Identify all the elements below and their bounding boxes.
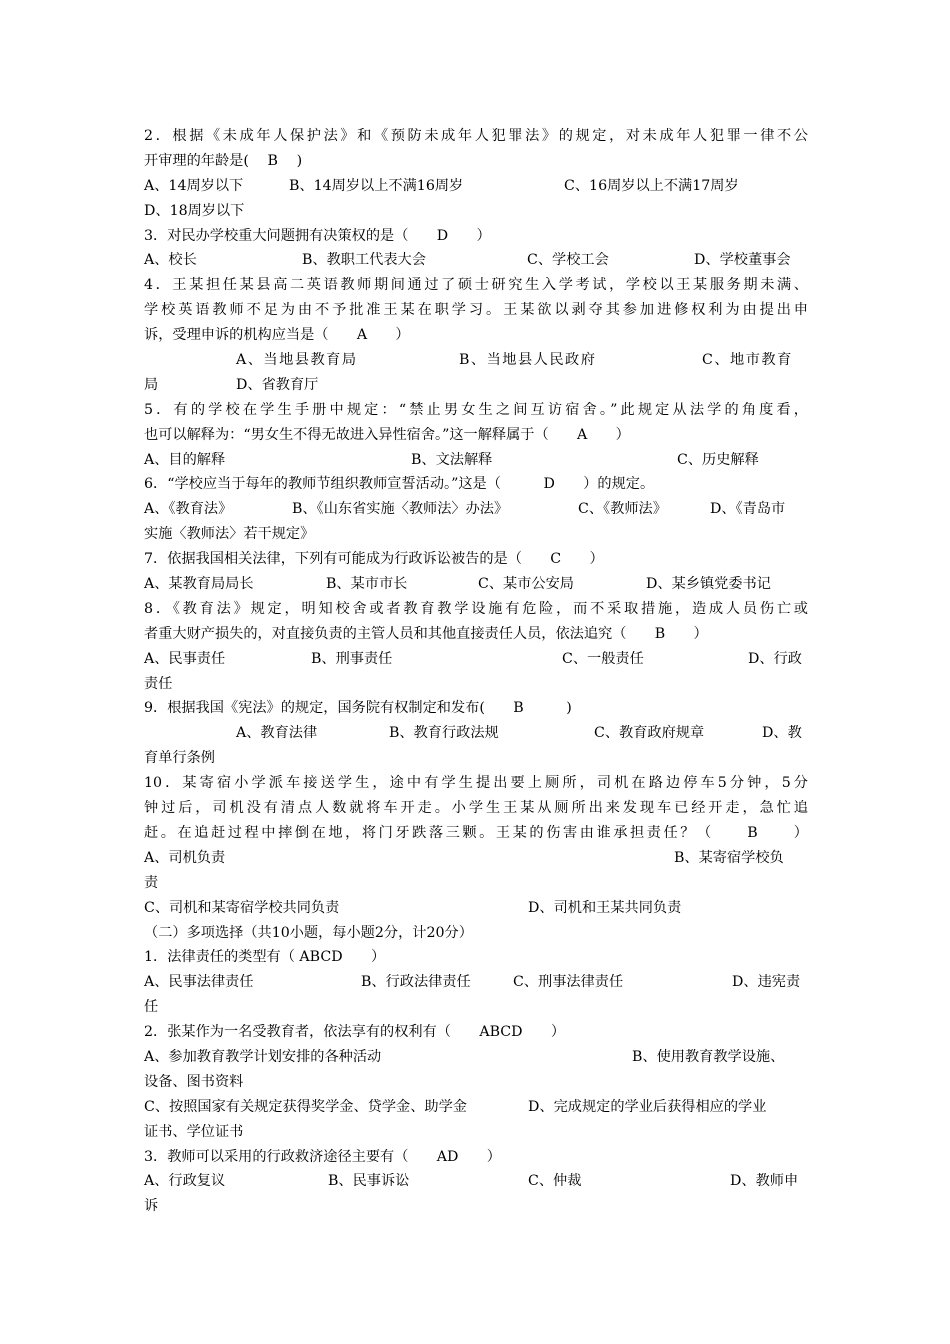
m2-option-b-cont: 设备、图书资料 <box>144 1073 244 1090</box>
q7-option-c: C、某市公安局 <box>478 576 574 593</box>
m2-options-row2 <box>144 1070 808 1095</box>
q9-option-c: C、教育政府规章 <box>594 725 705 742</box>
section-multiple-choice-heading: （二）多项选择（共10小题，每小题2分，计20分） <box>144 924 473 941</box>
q4-stem-line1: 4．王某担任某县高二英语教师期间通过了硕士研究生入学考试，学校以王某服务期未满、 <box>144 277 808 294</box>
q5-stem-line1: 5．有的学校在学生手册中规定：“禁止男女生之间互访宿舍。”此规定从法学的角度看， <box>144 401 808 418</box>
q8-option-c: C、一般责任 <box>562 650 644 667</box>
q10-option-b-cont: 责 <box>144 874 159 891</box>
q10-options-row <box>144 846 808 871</box>
q6-option-d-cont: 实施〈教师法〉若干规定》 <box>144 526 315 543</box>
q2-stem-line1: 2．根据《未成年人保护法》和《预防未成年人犯罪法》的规定，对未成年人犯罪一律不公 <box>144 128 808 144</box>
m1-options-row2 <box>144 995 808 1020</box>
q8-option-b: B、刑事责任 <box>311 650 393 667</box>
q8-stem-line1: 8．《教育法》规定，明知校舍或者教育教学设施有危险，而不采取措施，造成人员伤亡或 <box>144 600 808 617</box>
q4-option-d: D、省教育厅 <box>236 376 319 393</box>
q5-options-row <box>144 448 808 473</box>
q8-option-a: A、民事责任 <box>144 650 226 667</box>
q6-options-row2 <box>144 522 808 547</box>
m1-option-d: D、违宪责 <box>732 974 801 991</box>
q10-stem-line1: 10．某寄宿小学派车接送学生，途中有学生提出要上厕所，司机在路边停车5分钟，5分 <box>144 775 808 792</box>
q5-option-a: A、目的解释 <box>144 451 226 468</box>
q2-options-row2 <box>144 199 808 224</box>
q6-option-c: C、《教师法》 <box>578 501 667 518</box>
m2-options-row <box>144 1045 808 1070</box>
q5-option-c: C、历史解释 <box>677 451 759 468</box>
m2-stem: 2．张某作为一名受教育者，依法享有的权利有（ ABCD ） <box>144 1024 566 1041</box>
m3-stem: 3．教师可以采用的行政救济途径主要有（ AD ） <box>144 1148 501 1165</box>
m3-option-a: A、行政复议 <box>144 1173 226 1190</box>
q7-stem: 7．依据我国相关法律，下列有可能成为行政诉讼被告的是（ C ） <box>144 551 604 568</box>
q2-options-row <box>144 174 808 199</box>
m3-option-b: B、民事诉讼 <box>328 1173 410 1190</box>
q2-stem-line2: 开审理的年龄是( B ) <box>144 152 303 169</box>
q6-option-d: D、《青岛市 <box>710 501 786 518</box>
q6-stem: 6．“学校应当于每年的教师节组织教师宣誓活动。”这是（ D ）的规定。 <box>144 476 655 493</box>
q4-option-c-cont: 局 <box>144 376 159 393</box>
m2-options-row3 <box>144 1095 808 1120</box>
q5-option-b: B、文法解释 <box>411 451 493 468</box>
q8-option-d-cont: 责任 <box>144 675 173 692</box>
q10-option-b: B、某寄宿学校负 <box>674 849 784 866</box>
q2-option-d: D、18周岁以下 <box>144 202 245 219</box>
q10-stem-line2: 钟过后，司机没有清点人数就将车开走。小学生王某从厕所出来发现车已经开走，急忙追 <box>144 800 808 817</box>
m1-option-d-cont: 任 <box>144 999 159 1016</box>
m3-options-row <box>144 1169 808 1194</box>
q4-stem-line3: 诉，受理申诉的机构应当是（ A ） <box>144 327 410 344</box>
q6-options-row <box>144 497 808 522</box>
q4-option-a: A、当地县教育局 <box>236 352 358 369</box>
q7-options-row <box>144 572 808 597</box>
m2-option-b: B、使用教育教学设施、 <box>632 1048 785 1065</box>
m1-option-a: A、民事法律责任 <box>144 974 254 991</box>
m3-options-row2 <box>144 1194 808 1219</box>
q2-option-b: B、14周岁以上不满16周岁 <box>289 177 464 194</box>
q4-options-row2 <box>144 373 808 398</box>
q8-option-d: D、行政 <box>748 650 802 667</box>
q6-option-a: A、《教育法》 <box>144 501 233 518</box>
m1-stem: 1．法律责任的类型有（ ABCD ） <box>144 949 386 966</box>
q10-stem-line3: 赶。在追赶过程中摔倒在地，将门牙跌落三颗。王某的伤害由谁承担责任？（ B ） <box>144 824 808 841</box>
m2-option-c: C、按照国家有关规定获得奖学金、贷学金、助学金 <box>144 1098 467 1115</box>
q9-options-row <box>144 721 808 746</box>
q5-stem-line2: 也可以解释为：“男女生不得无故进入异性宿舍。”这一解释属于（ A ） <box>144 426 630 443</box>
q4-stem-line2: 学校英语教师不足为由不予批准王某在职学习。王某欲以剥夺其参加进修权利为由提出申 <box>144 302 808 319</box>
q3-stem: 3．对民办学校重大问题拥有决策权的是（ D ） <box>144 227 491 244</box>
q9-option-b: B、教育行政法规 <box>389 725 499 742</box>
m2-option-a: A、参加教育教学计划安排的各种活动 <box>144 1048 382 1065</box>
q10-options-row2 <box>144 871 808 896</box>
m2-option-d-cont: 证书、学位证书 <box>144 1123 244 1140</box>
q2-option-c: C、16周岁以上不满17周岁 <box>564 177 739 194</box>
q6-option-b: B、《山东省实施〈教师法〉办法》 <box>292 501 509 518</box>
q4-options-row <box>144 348 808 373</box>
document-page <box>144 124 808 1219</box>
q7-option-b: B、某市市长 <box>326 576 408 593</box>
m3-option-d: D、教师申 <box>730 1173 799 1190</box>
q3-option-b: B、教职工代表大会 <box>302 252 426 269</box>
q8-options-row <box>144 647 808 672</box>
q8-stem-line2: 者重大财产损失的，对直接负责的主管人员和其他直接责任人员，依法追究（ B ） <box>144 625 708 642</box>
q7-option-d: D、某乡镇党委书记 <box>646 576 771 593</box>
q2-option-a: A、14周岁以下 <box>144 177 244 194</box>
m1-option-c: C、刑事法律责任 <box>513 974 624 991</box>
m1-options-row <box>144 970 808 995</box>
q7-option-a: A、某教育局局长 <box>144 576 254 593</box>
q4-option-c: C、地市教育 <box>702 352 793 369</box>
m2-options-row4 <box>144 1120 808 1145</box>
q3-option-d: D、学校董事会 <box>694 252 791 269</box>
q3-option-a: A、校长 <box>144 252 197 269</box>
m3-option-c: C、仲裁 <box>528 1173 582 1190</box>
q9-stem: 9．根据我国《宪法》的规定，国务院有权制定和发布( B ) <box>144 700 572 717</box>
q4-option-b: B、当地县人民政府 <box>459 352 597 369</box>
q10-option-c: C、司机和某寄宿学校共同负责 <box>144 899 340 916</box>
q3-option-c: C、学校工会 <box>527 252 609 269</box>
m1-option-b: B、行政法律责任 <box>361 974 471 991</box>
q9-options-row2 <box>144 746 808 771</box>
m2-option-d: D、完成规定的学业后获得相应的学业 <box>528 1098 767 1115</box>
q9-option-d: D、教 <box>762 725 802 742</box>
q9-option-d-cont: 育单行条例 <box>144 750 215 767</box>
q3-options-row <box>144 248 808 273</box>
m3-option-d-cont: 诉 <box>144 1198 159 1215</box>
q8-options-row2 <box>144 672 808 697</box>
q9-option-a: A、教育法律 <box>236 725 318 742</box>
q10-option-d: D、司机和王某共同负责 <box>528 899 682 916</box>
q10-options-row3 <box>144 896 808 921</box>
q10-option-a: A、司机负责 <box>144 849 226 866</box>
